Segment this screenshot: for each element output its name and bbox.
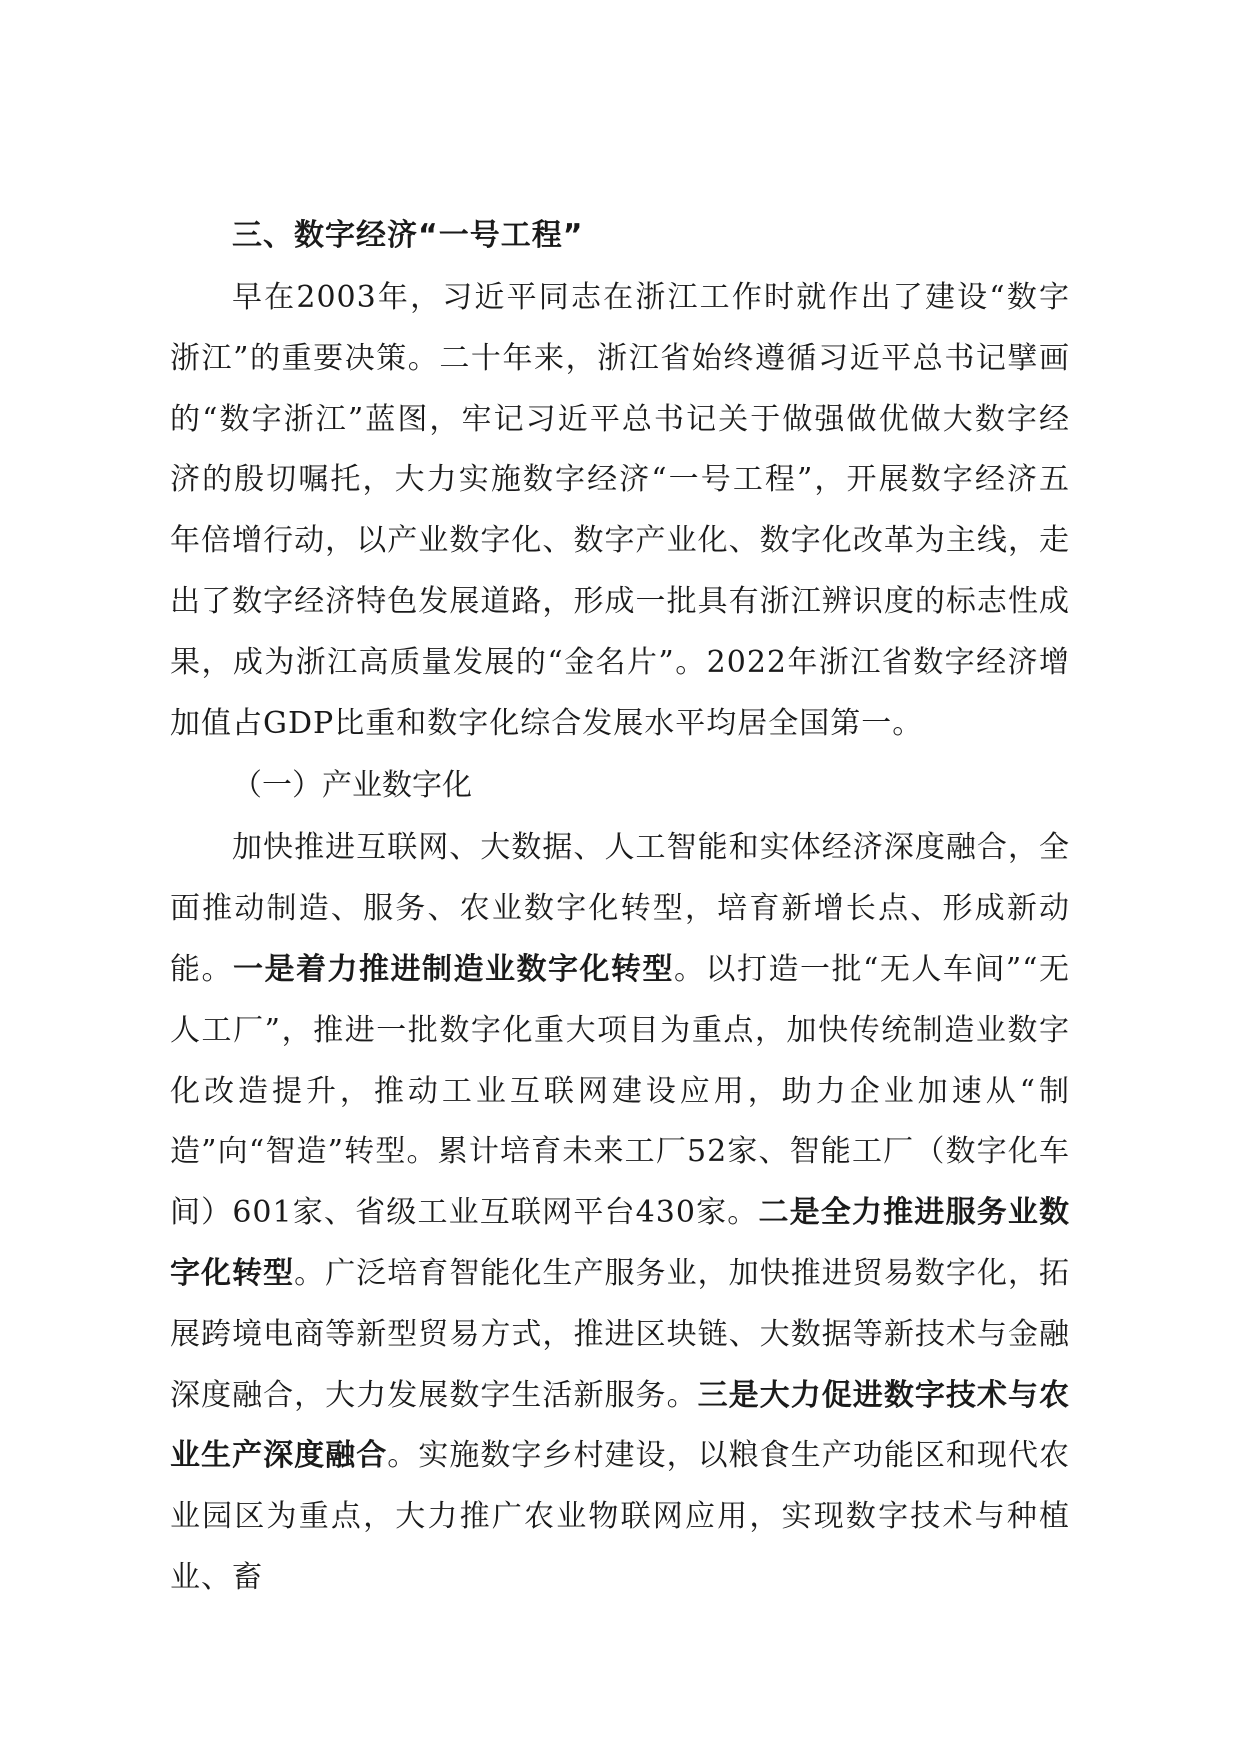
paragraph-text: 加快推进互联网、大数据、人工智能和实体经济深度融合，全面推动制造、服务、农业数字化转型，培育新增长点、形成新动能。 (170, 830, 1070, 987)
bold-phrase-manufacturing: 一是着力推进制造业数字化转型 (233, 951, 674, 987)
bold-phrase-services: 二是全力推进服务业数字化转型 (170, 1195, 1070, 1291)
bold-phrase-agriculture: 三是大力促进数字技术与农业生产深度融合 (170, 1377, 1071, 1474)
industry-paragraph (170, 818, 1070, 1608)
paragraph-text: 。实施数字乡村建设，以粮食生产功能区和现代农业园区为重点，大力推广农业物联网应用，实现数字技术与种植业、畜 (170, 1438, 1070, 1595)
paragraph-text: 。广泛培育智能化生产服务业，加快推进贸易数字化，拓展跨境电商等新型贸易方式，推进区块链、大数据等新技术与金融深度融合，大力发展数字生活新服务。 (170, 1255, 1071, 1413)
section-heading: 三、数字经济“一号工程” (232, 218, 584, 253)
paragraph-text: 。以打造一批“无人车间”“无人工厂”，推进一批数字化重大项目为重点，加快传统制造业数字化改造提升，推动工业互联网建设应用，助力企业加速从“制造”向“智造”转型。累计培育未来工厂52家、智能工厂（数字化车间）601家、省级工业互联网平台430家。 (170, 951, 1071, 1231)
intro-paragraph: 早在2003年，习近平同志在浙江工作时就作出了建设“数字浙江”的重要决策。二十年来，浙江省始终遵循习近平总书记擘画的“数字浙江”蓝图，牢记习近平总书记关于做强做优做大数字经济的殷切嘱托，大力实施数字经济“一号工程”，开展数字经济五年倍增行动，以产业数字化、数字产业化、数字化改革为主线，走出了数字经济特色发展道路，形成一批具有浙江辨识度的标志性成果，成为浙江高质量发展的“金名片”。2022年浙江省数字经济增加值占GDP比重和数字化综合发展水平均居全国第一。 (170, 280, 1070, 741)
subsection-heading: （一）产业数字化 (232, 768, 472, 804)
page-content (170, 208, 1070, 1613)
